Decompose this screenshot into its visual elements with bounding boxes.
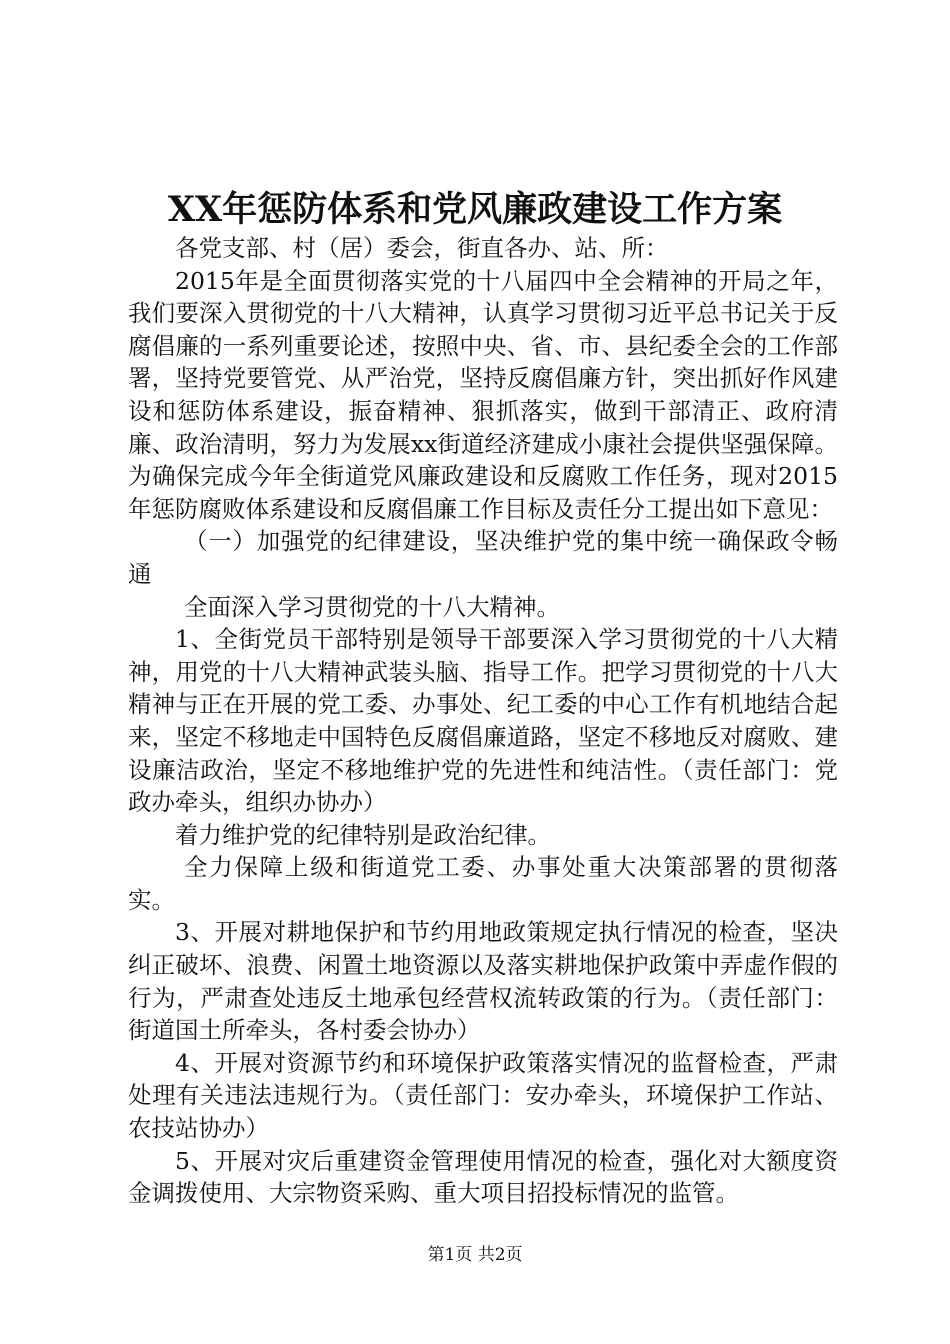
document-title: XX年惩防体系和党风廉政建设工作方案 <box>167 189 783 230</box>
page-number: 第1页 共2页 <box>427 1245 523 1265</box>
paragraph-item-3: 3、开展对耕地保护和节约用地政策规定执行情况的检查，坚决纠正破坏、浪费、闲置土地资源以及落实耕地保护政策中弄虚作假的行为，严肃查处违反土地承包经营权流转政策的行为。（责任部门：街道国土所牵头，各村委会协办） <box>128 918 838 1045</box>
section-heading-1: （一）加强党的纪律建设，坚决维护党的集中统一确保政令畅通 <box>128 527 838 588</box>
paragraph-item-5: 5、开展对灾后重建资金管理使用情况的检查，强化对大额度资金调拨使用、大宗物资采购、重大项目招投标情况的监管。 <box>128 1146 838 1208</box>
paragraph-discipline: 着力维护党的纪律特别是政治纪律。 <box>175 820 551 849</box>
paragraph-item-4: 4、开展对资源节约和环境保护政策落实情况的监督检查，严肃处理有关违法违规行为。（责任部门：安办牵头，环境保护工作站、农技站协办） <box>128 1048 838 1143</box>
document-body <box>128 232 838 1210</box>
paragraph-study: 全面深入学习贯彻党的十八大精神。 <box>184 592 560 621</box>
paragraph-salutation: 各党支部、村（居）委会，街直各办、站、所： <box>175 234 669 262</box>
paragraph-item-1: 1、全街党员干部特别是领导干部要深入学习贯彻党的十八大精神，用党的十八大精神武装头脑、指导工作。把学习贯彻党的十八大精神与正在开展的党工委、办事处、纪工委的中心工作有机地结合起来，坚定不移地走中国特色反腐倡廉道路，坚定不移地反对腐败、建设廉洁政治，坚定不移地维护党的先进性和纯洁性。（责任部门：党政办牵头，组织办协办） <box>128 625 838 817</box>
paragraph-intro: 2015年是全面贯彻落实党的十八届四中全会精神的开局之年，我们要深入贯彻党的十八大精神，认真学习贯彻习近平总书记关于反腐倡廉的一系列重要论述，按照中央、省、市、县纪委全会的工作部署，坚持党要管党、从严治党，坚持反腐倡廉方针，突出抓好作风建设和惩防体系建设，振奋精神、狠抓落实，做到干部清正、政府清廉、政治清明，努力为发展xx街道经济建成小康社会提供坚强保障。为确保完成今年全街道党风廉政建设和反腐败工作任务，现对2015年惩防腐败体系建设和反腐倡廉工作目标及责任分工提出如下意见： <box>128 266 838 523</box>
paragraph-guarantee: 全力保障上级和街道党工委、办事处重大决策部署的贯彻落实。 <box>128 853 838 914</box>
